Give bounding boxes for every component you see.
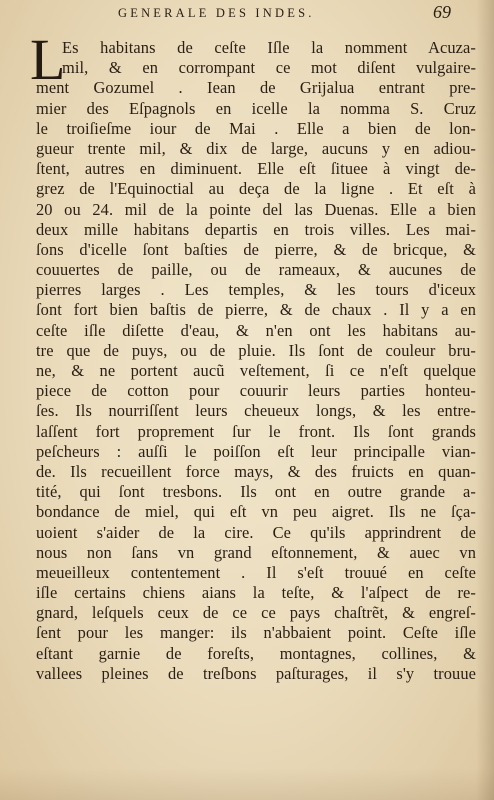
text-line-10: deux mille habitans departis en trois villes. Les mai- — [36, 219, 476, 239]
text-line-3: ment Gozumel . Iean de Grijalua entrant pre- — [36, 78, 476, 98]
text-line-28: iſle certains chiens aians la teſte, & l'aſpect de re- — [36, 583, 476, 603]
text-line-11: ſons d'icelle ſont baſties de pierre, & de bricque, & — [36, 239, 476, 259]
text-line-23: tité, qui ſont tresbons. Ils ont en outre grande a- — [36, 482, 476, 502]
text-line-32: vallees pleines de treſbons paſturages, il s'y trouue — [36, 663, 476, 683]
text-line-24: bondance de miel, qui eſt vn peu aigret. Ils ne ſça- — [36, 502, 476, 522]
text-line-21: peſcheurs : auſſi le poiſſon eſt leur principalle vian- — [36, 441, 476, 461]
text-line-5: le troiſieſme iour de Mai . Elle a bien de lon- — [36, 118, 476, 138]
text-line-6: gueur trente mil, & dix de large, aucuns y en adiou- — [36, 138, 476, 158]
text-line-30: ſent pour les manger: ils n'abbaient point. Ceſte iſle — [36, 623, 476, 643]
text-line-4: mier des Eſpagnols en icelle la nomma S. Cruz — [36, 98, 476, 118]
text-line-27: meueilleux contentement . Il s'eſt trouué en ceſte — [36, 562, 476, 582]
text-line-29: gnard, leſquels ceux de ce ce pays chaſtrẽt, & engreſ- — [36, 603, 476, 623]
text-line-2: mil, & en corrompant ce mot diſent vulgaire- — [62, 58, 476, 78]
text-line-31: eſtant garnie de foreſts, montagnes, collines, & — [36, 643, 476, 663]
text-line-17: ne, & ne portent aucũ veſtement, ſi ce n'eſt quelque — [36, 361, 476, 380]
text-line-22: de. Ils recueillent force mays, & des fruicts en quan- — [36, 461, 476, 481]
text-line-16: tre que de puys, ou de pluie. Ils ſont de couleur bru- — [36, 340, 476, 360]
text-line-1: Es habitans de ceſte Iſle la nomment Acuza- — [62, 38, 476, 57]
drop-cap: L — [30, 27, 66, 92]
text-line-7: ſtent, autres en diminuent. Elle eſt ſituee à vingt de- — [36, 159, 476, 179]
text-line-9: 20 ou 24. mil de la pointe del las Duenas. Elle a bien — [36, 199, 476, 219]
text-line-15: ceſte iſle diſette d'eau, & n'en ont les habitans au- — [36, 320, 476, 340]
text-line-13: pierres larges . Les temples, & les tours d'iceux — [36, 280, 476, 300]
page-edge-shadow — [476, 0, 494, 800]
text-line-19: ſes. Ils nourriſſent leurs cheueux longs, & les entre- — [36, 401, 476, 421]
text-line-14: ſont fort bien baſtis de pierre, & de chaux . Il y a en — [36, 300, 476, 320]
page-number: 69 — [433, 2, 451, 22]
page-bottom-shadow — [0, 768, 494, 800]
body-text — [36, 38, 476, 684]
text-line-26: nous non ſans vn grand eſtonnement, & auec vn — [36, 542, 476, 562]
text-line-25: uoient s'aider de la cire. Ce qu'ils apprindrent de — [36, 522, 476, 542]
text-line-12: couuertes de paille, ou de rameaux, & aucunes de — [36, 260, 476, 280]
running-title: GENERALE DES INDES. — [118, 6, 315, 20]
text-line-8: grez de l'Equinoctial au deça de la ligne . Et eſt à — [36, 179, 476, 199]
text-line-18: piece de cotton pour couurir leurs parties honteu- — [36, 381, 476, 401]
text-line-20: laſſent fort proprement ſur le front. Ils ſont grands — [36, 421, 476, 441]
